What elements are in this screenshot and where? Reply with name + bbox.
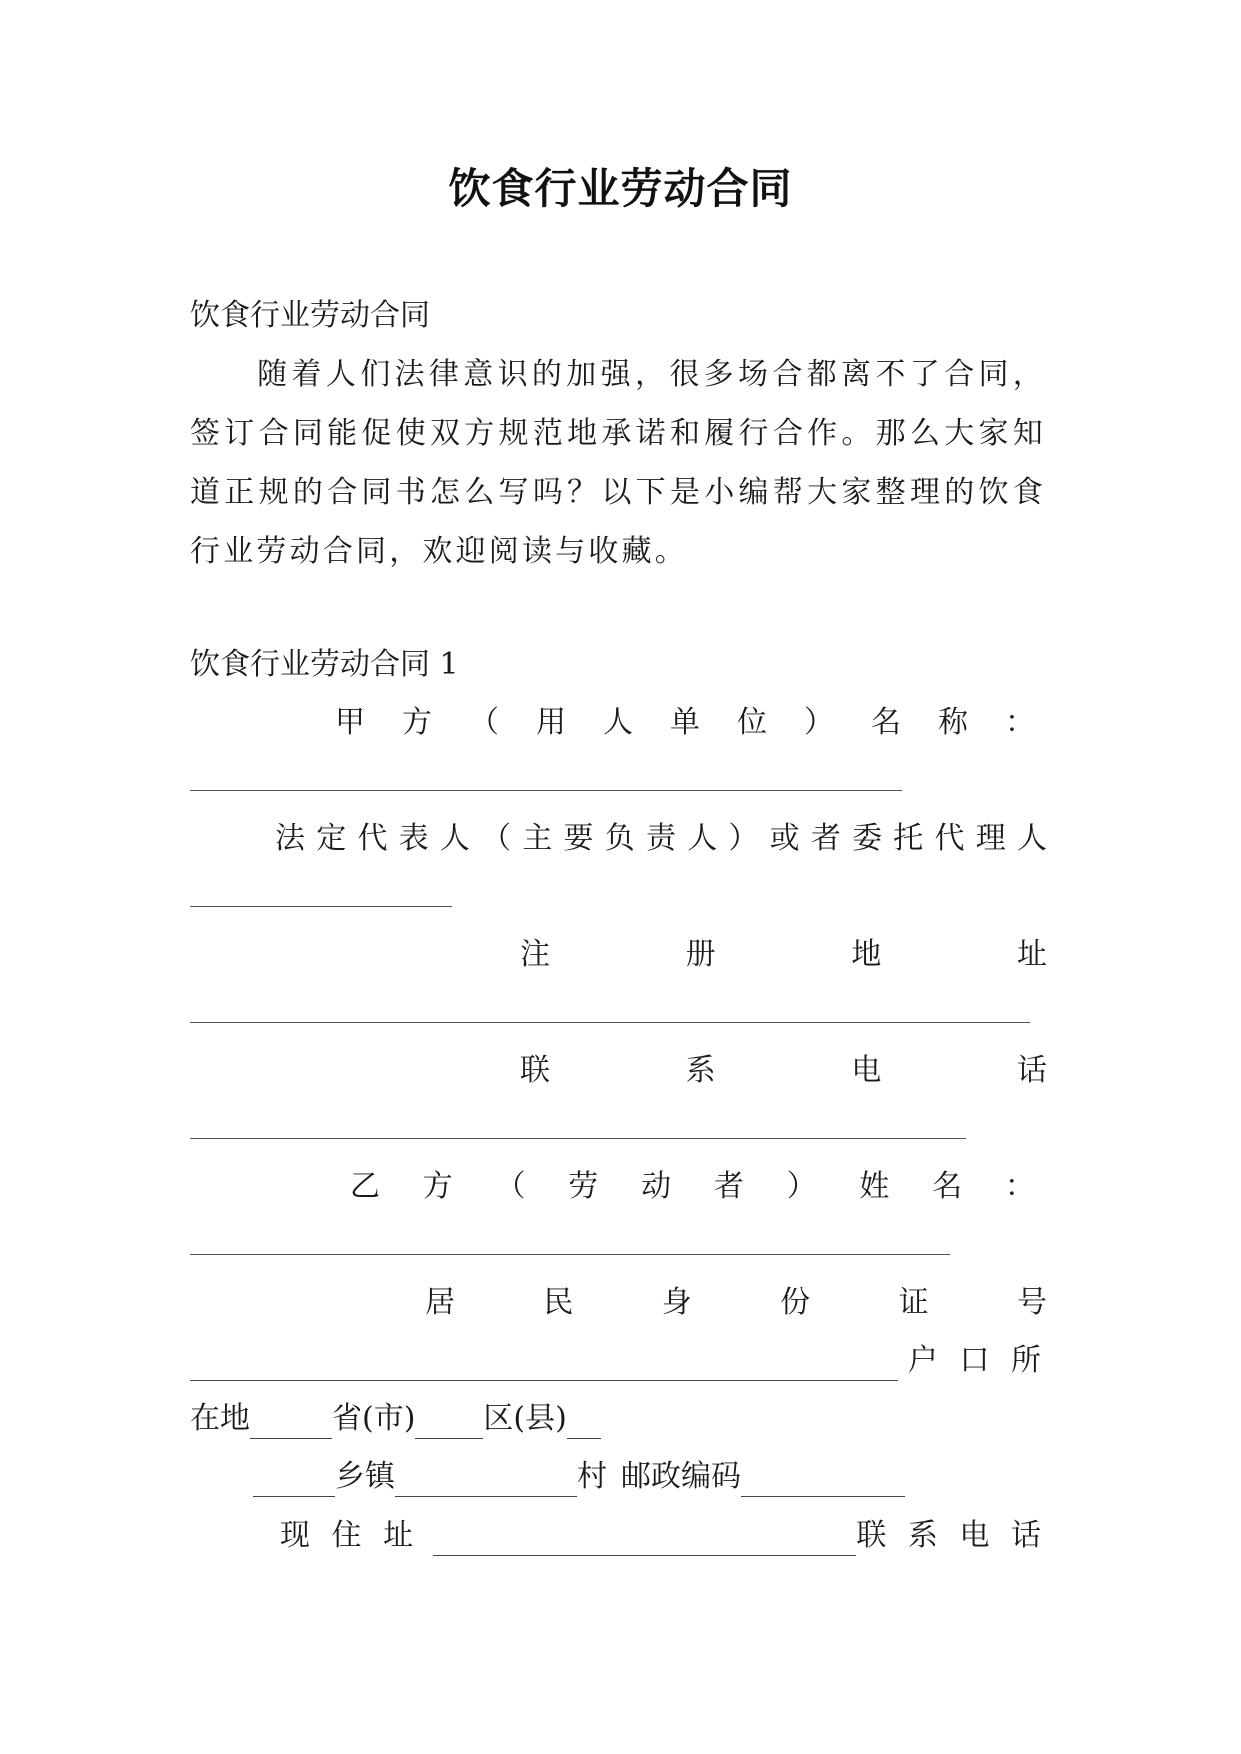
party-a-legal-rep-label-char: （ — [481, 821, 512, 856]
party-a-legal-rep-label-char: 代 — [357, 821, 388, 856]
party-a-name-label-char: 名 — [871, 705, 901, 740]
party-b-name-label-char: 动 — [641, 1169, 672, 1204]
party-b-id-label-char: 份 — [780, 1285, 811, 1320]
party-a-name-blank — [190, 790, 902, 791]
party-a-name-label-char: 称 — [938, 705, 968, 740]
party-a-name-label-char: 位 — [737, 705, 767, 740]
party-b-name-label-char: ） — [786, 1169, 817, 1204]
party-a-legal-rep-label-char: 人 — [687, 821, 718, 856]
intro-text: 随着人们法律意识的加强，很多场合都离不了合同，签订合同能促使双方规范地承诺和履行合作。那么大家知道正规的合同书怎么写吗？以下是小编帮大家整理的饮食行业劳动合同，欢迎阅读与收藏。 — [190, 357, 1046, 569]
party-b-id-label-char: 民 — [543, 1285, 574, 1320]
party-a-phone-label-char: 联 — [520, 1053, 550, 1088]
party-b-id-label-char: 号 — [1016, 1285, 1047, 1320]
village-blank — [395, 1468, 577, 1497]
party-a-name-label-char: 甲 — [335, 705, 365, 740]
party-a-legal-rep-blank — [190, 906, 452, 907]
party-a-address-blank — [190, 1022, 1030, 1023]
province-blank — [250, 1410, 332, 1439]
town-label: 乡镇 — [335, 1459, 395, 1494]
postcode-blank — [741, 1468, 905, 1497]
town-village-row — [253, 1457, 905, 1497]
party-a-legal-rep-label-char: 法 — [275, 821, 305, 856]
current-phone-label: 联 系 电 话 — [856, 1518, 1047, 1553]
party-a-address-label-char: 址 — [1016, 937, 1047, 972]
hukou-label: 户 口 所 — [907, 1343, 1047, 1378]
party-a-phone-label-char: 电 — [851, 1053, 882, 1088]
district-label: 区(县) — [483, 1401, 567, 1436]
district-tail-blank — [567, 1410, 601, 1439]
hukou-location-row — [190, 1399, 601, 1439]
party-b-id-label-char: 身 — [661, 1285, 692, 1320]
party-a-name-label-char: ： — [1005, 705, 1035, 740]
party-a-legal-rep-label-char: 表 — [398, 821, 429, 856]
party-a-phone-label — [520, 1051, 1047, 1091]
party-a-legal-rep-label-char: 理 — [975, 821, 1006, 856]
party-b-id-blank — [190, 1352, 898, 1381]
village-label: 村 — [577, 1459, 607, 1494]
document-subtitle: 饮食行业劳动合同 — [190, 298, 430, 333]
current-address-label: 现 住 址 — [280, 1518, 420, 1553]
party-a-legal-rep-label-char: 者 — [810, 821, 841, 856]
party-a-legal-rep-label-char: ） — [728, 821, 759, 856]
party-a-address-label — [520, 935, 1047, 975]
party-a-phone-label-char: 话 — [1016, 1053, 1047, 1088]
town-blank — [253, 1468, 335, 1497]
document-title: 饮食行业劳动合同 — [448, 164, 793, 213]
party-b-name-label-char: 方 — [422, 1169, 453, 1204]
party-a-name-label-char: ） — [804, 705, 834, 740]
party-a-name-label-char: 方 — [402, 705, 432, 740]
party-a-legal-rep-label-char: 负 — [604, 821, 635, 856]
party-a-phone-label-char: 系 — [685, 1053, 716, 1088]
party-a-address-label-char: 册 — [685, 937, 716, 972]
intro-paragraph — [190, 345, 1046, 581]
party-a-legal-rep-label-char: 主 — [522, 821, 553, 856]
hukou-line2-label: 在地 — [190, 1401, 250, 1436]
party-a-legal-rep-label-char: 委 — [852, 821, 883, 856]
current-address-row — [280, 1516, 1047, 1556]
party-b-name-label-char: ： — [1004, 1169, 1035, 1204]
party-b-name-label-char: 者 — [713, 1169, 744, 1204]
party-a-legal-rep-label-char: 人 — [1016, 821, 1047, 856]
party-b-name-label-char: 姓 — [859, 1169, 890, 1204]
postcode-label: 邮政编码 — [621, 1459, 741, 1494]
party-b-id-row — [190, 1341, 1047, 1381]
party-a-legal-rep-label — [275, 819, 1047, 859]
party-a-legal-rep-label-char: 代 — [934, 821, 965, 856]
party-a-legal-rep-label-char: 人 — [439, 821, 470, 856]
district-blank — [415, 1410, 483, 1439]
party-a-name-label — [335, 703, 1035, 743]
party-b-name-label — [350, 1167, 1035, 1207]
party-b-name-label-char: 名 — [932, 1169, 963, 1204]
party-a-name-label-char: 用 — [536, 705, 566, 740]
party-a-legal-rep-label-char: 要 — [563, 821, 594, 856]
party-a-phone-blank — [190, 1138, 966, 1139]
party-b-name-blank — [190, 1254, 950, 1255]
current-address-blank — [433, 1527, 856, 1556]
party-a-legal-rep-label-char: 或 — [769, 821, 800, 856]
section-heading: 饮食行业劳动合同 1 — [190, 647, 459, 682]
party-a-name-label-char: 单 — [670, 705, 700, 740]
party-b-id-label — [425, 1283, 1047, 1323]
party-b-name-label-char: 劳 — [568, 1169, 599, 1204]
party-a-legal-rep-label-char: 托 — [893, 821, 924, 856]
party-a-legal-rep-label-char: 责 — [645, 821, 676, 856]
party-b-id-label-char: 证 — [898, 1285, 929, 1320]
party-a-name-label-char: （ — [469, 705, 499, 740]
party-a-legal-rep-label-char: 定 — [316, 821, 347, 856]
province-label: 省(市) — [332, 1401, 416, 1436]
party-b-id-label-char: 居 — [425, 1285, 455, 1320]
party-b-name-label-char: （ — [495, 1169, 526, 1204]
party-a-name-label-char: 人 — [603, 705, 633, 740]
party-a-address-label-char: 注 — [520, 937, 550, 972]
party-a-address-label-char: 地 — [851, 937, 882, 972]
party-b-name-label-char: 乙 — [350, 1169, 380, 1204]
